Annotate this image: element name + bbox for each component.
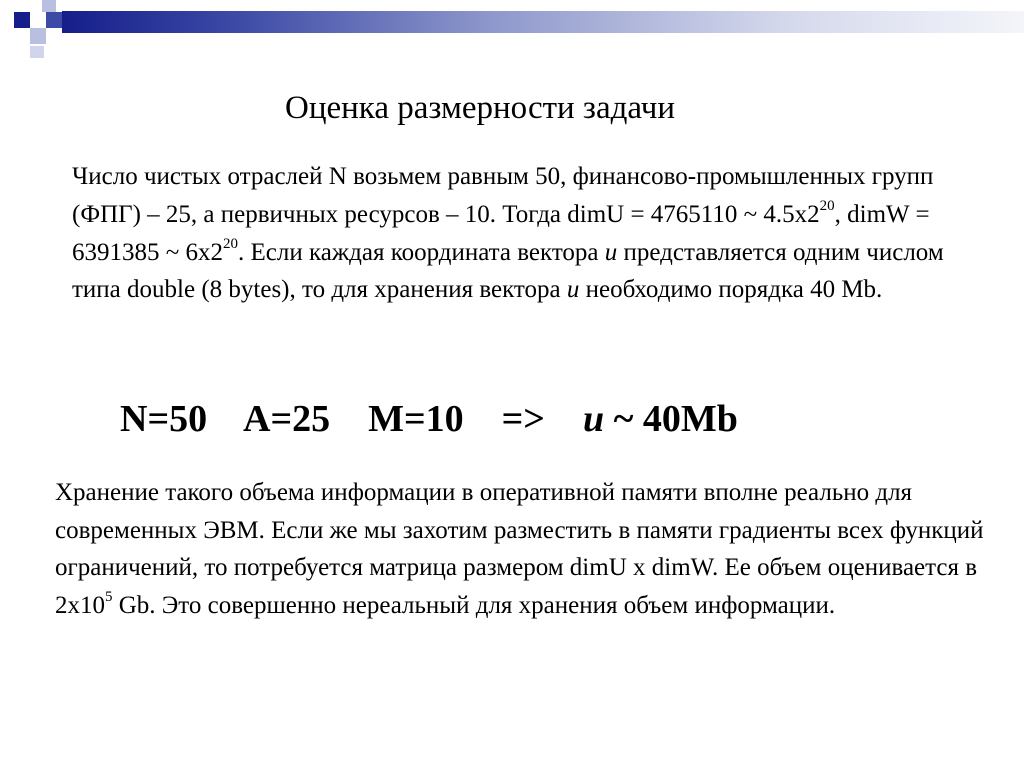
para1-variable-u-2: u bbox=[566, 276, 580, 304]
decorative-squares bbox=[0, 0, 70, 60]
para1-text-5: необходимо порядка 40 Mb. bbox=[579, 276, 883, 304]
para1-text-3: . Если каждая координата вектора bbox=[238, 238, 605, 266]
formula-n: N=50 bbox=[120, 398, 208, 440]
header-gradient-bar bbox=[62, 11, 1024, 33]
para2-text-2: Gb. Это совершенно нереальный для хранения объем информации. bbox=[112, 591, 836, 619]
formula-a: A=25 bbox=[243, 398, 331, 440]
slide-title: Оценка размерности задачи bbox=[285, 90, 675, 126]
square-dark-1 bbox=[14, 12, 30, 28]
para1-variable-u-1: u bbox=[604, 238, 618, 266]
para2-text-1: Хранение такого объема информации в оперативной памяти вполне реально для современных ЭВМ. Если же мы захотим разместить в памяти градиенты всех функций ограничений, то потребуется матрица размером dimU x dimW. Ее объем оценивается в 2x10 bbox=[55, 479, 984, 619]
square-light-1 bbox=[42, 0, 56, 12]
square-dark-2 bbox=[46, 12, 62, 28]
paragraph-dimensions bbox=[72, 158, 972, 309]
square-light-3 bbox=[30, 46, 44, 58]
paragraph-storage bbox=[55, 474, 995, 624]
para1-text-4: представляется одним числом типа double (8 bytes), то для хранения вектора bbox=[72, 238, 944, 304]
square-light-2 bbox=[30, 28, 46, 44]
formula-m: M=10 bbox=[368, 398, 464, 440]
para1-exponent-2: 20 bbox=[223, 236, 239, 253]
para1-text-2: , dimW = 6391385 ~ 6x2 bbox=[72, 200, 930, 266]
formula-arrow: => bbox=[501, 398, 545, 440]
formula-variable-u: u bbox=[582, 398, 605, 440]
formula-line bbox=[120, 396, 738, 442]
para1-text-1: Число чистых отраслей N возьмем равным 50, финансово-промышленных групп (ФПГ) – 25, а первичных ресурсов – 10. Тогда dimU = 4765110 ~ 4.5x2 bbox=[72, 163, 934, 228]
para2-exponent: 5 bbox=[105, 589, 113, 606]
formula-result: ~ 40Mb bbox=[613, 398, 738, 440]
para1-exponent-1: 20 bbox=[819, 198, 835, 215]
